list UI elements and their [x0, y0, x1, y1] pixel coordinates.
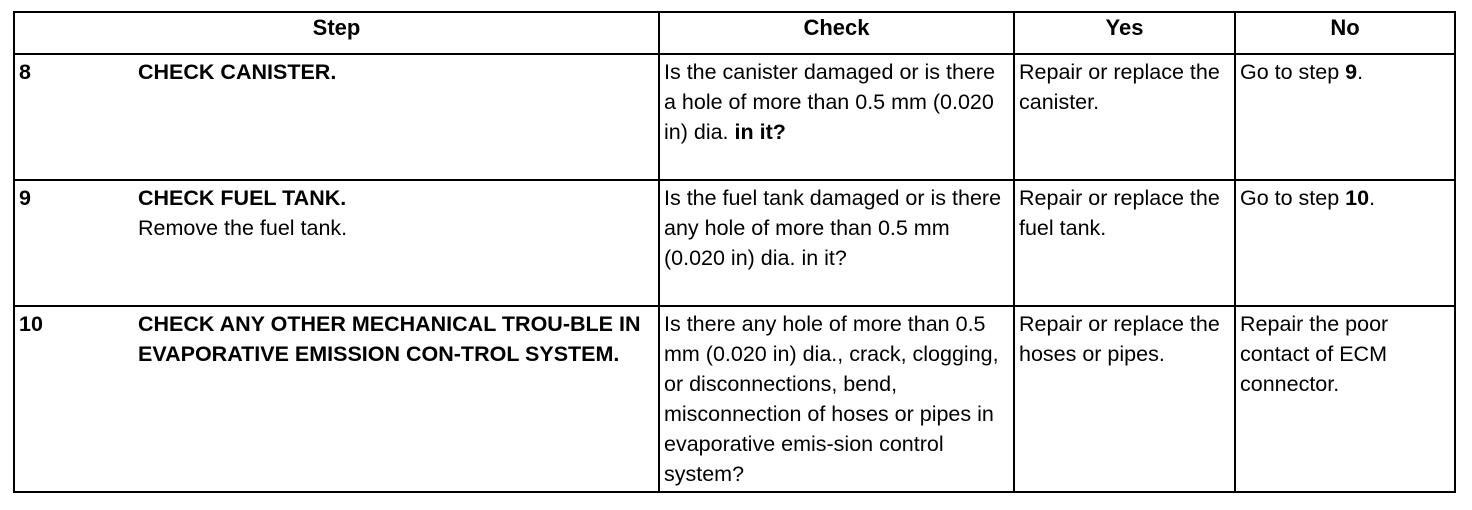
yes-text: Repair or replace the canister. — [1019, 60, 1220, 114]
header-no: No — [1235, 12, 1455, 54]
step-cell — [14, 306, 659, 492]
step-number: 8 — [19, 60, 31, 84]
yes-text: Repair or replace the fuel tank. — [1019, 186, 1220, 240]
check-text-bold: in it? — [728, 120, 786, 144]
header-step: Step — [14, 12, 659, 54]
yes-cell — [1014, 54, 1235, 180]
check-text: Is the fuel tank damaged or is there any hole of more than 0.5 mm (0.020 in) dia. in it? — [664, 186, 1002, 270]
check-cell — [659, 54, 1014, 180]
step-title: CHECK CANISTER. — [138, 60, 337, 84]
step-number: 9 — [19, 186, 31, 210]
no-cell — [1235, 180, 1455, 306]
no-step-ref: 9 — [1345, 60, 1358, 84]
check-cell — [659, 180, 1014, 306]
no-text: Repair the poor contact of ECM connector. — [1240, 312, 1389, 396]
yes-cell — [1014, 306, 1235, 492]
table-row — [14, 180, 1455, 306]
header-check: Check — [659, 12, 1014, 54]
step-title: CHECK ANY OTHER MECHANICAL TROU-BLE IN EVAPORATIVE EMISSION CON-TROL SYSTEM. — [138, 312, 641, 366]
check-text: Is there any hole of more than 0.5 mm (0.020 in) dia., crack, clogging, or disconnections, bend, misconnection of hoses or pipes in evaporative emis-sion control system? — [664, 312, 999, 486]
step-cell — [14, 54, 659, 180]
step-number: 10 — [19, 312, 43, 336]
header-yes: Yes — [1014, 12, 1235, 54]
step-cell — [14, 180, 659, 306]
no-cell — [1235, 306, 1455, 492]
no-text-suffix: . — [1369, 186, 1376, 210]
no-cell — [1235, 54, 1455, 180]
no-step-ref: 10 — [1345, 186, 1370, 210]
no-text-suffix: . — [1357, 60, 1364, 84]
step-instruction: Remove the fuel tank. — [138, 216, 348, 240]
diagnostic-table — [13, 11, 1456, 493]
no-text: Go to step — [1240, 60, 1346, 84]
header-row — [14, 12, 1455, 54]
check-text: Is the canister damaged or is there a hole of more than 0.5 mm (0.020 in) dia. — [664, 60, 996, 144]
check-cell — [659, 306, 1014, 492]
table-row — [14, 306, 1455, 492]
table-row — [14, 54, 1455, 180]
step-title: CHECK FUEL TANK. — [138, 186, 347, 210]
yes-cell — [1014, 180, 1235, 306]
yes-text: Repair or replace the hoses or pipes. — [1019, 312, 1220, 366]
no-text: Go to step — [1240, 186, 1346, 210]
